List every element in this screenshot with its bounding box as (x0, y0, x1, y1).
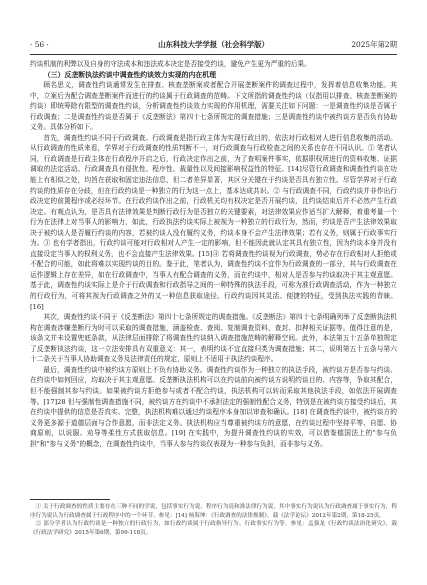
paragraph: 约谈机制的利弊以及自身的守法成本和违法成本决定是否接受约谈，避免产生更为严重的后果。 (30, 60, 311, 68)
article-body (30, 59, 397, 449)
journal-title: 山东科技大学学报（社会科学版） (158, 40, 269, 49)
footnote: ② 部分学者认为行政约谈是一种独立的行政行为，如行政约谈属于行政指导行为、行政事实行为等。参见：孟强龙《行政约谈法治化研究》，载《行政法学研究》2015年第6期，第99-118页。 (30, 521, 397, 536)
running-header (30, 38, 397, 52)
paragraph: 首先，调查性约谈不同于行政调查。行政调查是指行政主体为实现行政目的，依法对行政相对人进行信息收集的活动。从行政调查的性质来看，学界对于行政调查的性质判断不一，对行政调查与行政检查之间的关系也存在不同认识。① 笔者认同，行政调查是行政主体在行政程序开启之后，行政决定作出之前，为了查明案件事实，依据职权所进行的资料收集、证据调取的法定活动。行政调查具有侵扰性、程序性、裁量性以及间接影响权益性的特征。[14]尽管行政调查和调查性约谈在功能上有相似之处，均旨在获取和固定违法信息，但二者差异显著，其区分关键在于约谈是否具有独立性。尽管学界对于行政约谈的性质存在分歧，但在行政约谈是一种独立的行为这一点上，基本达成共识。② 与行政调查不同，行政约谈并非作出行政决定的前置程序或必经环节。在行政约谈作出之前，行政机关均有权决定是否开展约谈，且约谈结束后并不必然产生行政决定。有观点认为，是否具有法律效果是判断行政行为是否独立的关键要素，对法律效果应作适当扩大解释，着重考量一个行为在法律上对当事人的影响力，如此，行政执法约谈实际上被视为一种独立的行政行为，然而，约谈是否产生法律效果取决于被约谈人是否履行约谈的内容，若被约谈人没有履约义务，约谈本身不会产生法律效果；若有义务，则属于行政事实行为。③ 也有学者指出，行政约谈可能对行政相对人产生一定的影响，但不能因此就认定其具有独立性，因为约谈本身并没有直接设定当事人的权利义务，也不会直接产生法律效果。[15]④ 若将调查性约谈视为行政调查，势必存在行政相对人拒绝或不配合的可能，如此将难以实现约谈的目的。鉴于此，笔者认为，调查性约谈不宜作为行政调查的一部分，其与行政调查在运作逻辑上存在差异，如在行政调查中，当事人有配合调查的义务，而在约谈中，相对人是否参与约谈取决于其主观意愿。基于此，调查性约谈实际上是介于行政调查和行政指导之间的一种特殊的执法手段，可称为准行政调查活动，作为一种独立的行政行为，可将其视为行政调查之外的又一种信息获取途径。行政约谈因其灵活、便捷的特征，受到执法实践的青睐。[16] (30, 133, 397, 311)
footnote: ① 关于行政调查的性质主要存在三种不同的学说，包括事实行为说、程序行为说和准法律行为说，其中事实行为说认为行政调查属于事实行为，程序行为说认为行政调查属于行政程序中的一个环节。参见：[14] 杨海坤：《行政调查的法律规制》，载《法学论坛》2012年第2期，第18-25页。 (30, 504, 397, 519)
footnote-divider (30, 499, 110, 500)
page-number: · 56 · (30, 40, 49, 49)
header-divider (30, 54, 397, 55)
issue-label: 2025年第2期 (351, 40, 397, 49)
footnotes (30, 503, 397, 537)
paragraph: 其次，调查性约谈不同于《反垄断法》第四十七条所规定的调查措施。《反垄断法》第四十七条明确列举了反垄断执法机构在调查涉嫌垄断行为时可以采取的调查措施，涵盖检查、查阅、复制调查资料，查封、扣押相关证据等。值得注意的是，该条文并未设置兜底条款，从法律层面排除了将调查性约谈纳入调查措施范畴的解释空间。此外，本法第五十五条单独规定了反垄断执法约谈，这一立法安排具有双重意义：其一，表明约谈不宜直接归类为调查措施；其二，说明第五十五条与第六十二条关于当事人协助调查义务及法律责任的规定，原则上不适用于执法约谈程序。 (30, 313, 397, 364)
paragraph: 最后，调查性约谈中被约谈方原则上不负有协助义务。调查性约谈作为一种独立的执法手段，被约谈方是否参与约谈、在约谈中如何回应，均取决于其主观意愿。反垄断执法机构可以在约谈前向被约谈方说明约谈目的、内容等，争取其配合，但不能强制其参与约谈。如果被约谈方拒绝参与或者不配合约谈，执法机构可以转而采取其他执法手段，如依法开展调查等。[17]28 但与强制性调查措施不同，被约谈方在约谈中不承担法定的强制性配合义务，特别是在被约谈方接受约谈后，其在约谈中提供的信息是否真实、完整，执法机构难以通过约谈程序本身加以审查和确认。[18] 在调查性约谈中，被约谈方的义务更多源于道德层面与合作意愿，而非法定义务。执法机构应当尊重被约谈方的意愿，在约谈过程中坚持平等、自愿、协商原则，以说服、劝导等柔性方式获取信息。[19] 在实践中，为提升调查性约谈的实效，可以借鉴德国法上的"参与负担"和"参与义务"的概念，在调查性约谈中，当事人参与约谈仅表现为一种参与负担，而非参与义务。 (30, 365, 397, 448)
section-heading: （三）反垄断执法约谈中调查性约谈效力实现的内在机理 (43, 70, 217, 79)
paragraph: 顾名思义，调查性约谈通常发生在排查、核查垄断案或者配合开展垄断案件的调查过程中，发挥着信息收集功能。其中，立案后为配合调查垄断案件而进行的约谈属于行政调查的范畴。下文所指的调查性约谈（仅指用以排查、核查垄断案的约谈）即统筹除有限型的调查性约谈，分析调查性约谈效力实现的作用机理，需要关注如下问题：一是调查性约谈是否属于行政调查；二是调查性约谈是否属于《反垄断法》第四十七条所规定的调查措施；三是调查性约谈中被约谈方是否负有协助义务。具体分析如下。 (30, 81, 397, 132)
